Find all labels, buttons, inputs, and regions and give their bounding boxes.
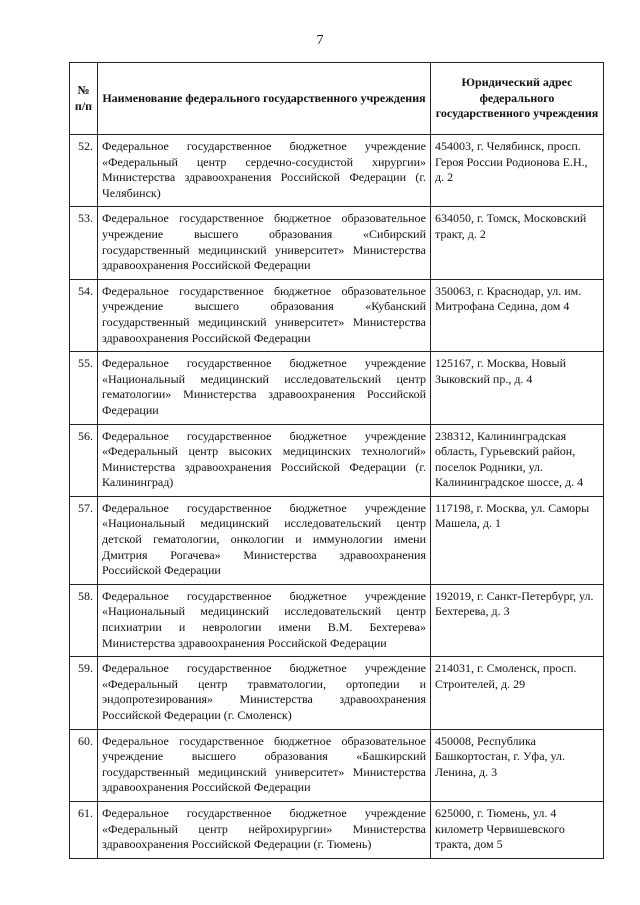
header-legal-address: Юридический адрес федерального государственного учреждения: [431, 63, 604, 135]
table-row: [70, 657, 604, 729]
row-number: 59.: [70, 657, 98, 729]
row-number: 57.: [70, 496, 98, 584]
legal-address: 625000, г. Тюмень, ул. 4 километр Червишевского тракта, дом 5: [431, 801, 604, 858]
institution-name: Федеральное государственное бюджетное учреждение «Федеральный центр нейрохирургии» Министерства здравоохранения Российской Федерации (г. Тюмень): [98, 801, 431, 858]
row-number: 52.: [70, 135, 98, 207]
header-institution-name: Наименование федерального государственного учреждения: [98, 63, 431, 135]
table-row: [70, 729, 604, 801]
legal-address: 125167, г. Москва, Новый Зыковский пр., д. 4: [431, 352, 604, 424]
row-number: 53.: [70, 207, 98, 279]
institution-name: Федеральное государственное бюджетное учреждение «Национальный медицинский исследовательский центр детской гематологии, онкологии и иммунологии имени Дмитрия Рогачева» Министерства здравоохранения Российской Федерации: [98, 496, 431, 584]
row-number: 55.: [70, 352, 98, 424]
row-number: 54.: [70, 279, 98, 351]
legal-address: 454003, г. Челябинск, просп. Героя России Родионова Е.Н., д. 2: [431, 135, 604, 207]
institution-name: Федеральное государственное бюджетное учреждение «Федеральный центр травматологии, ортопедии и эндопротезирования» Министерства здравоохранения Российской Федерации (г. Смоленск): [98, 657, 431, 729]
legal-address: 192019, г. Санкт-Петербург, ул. Бехтерева, д. 3: [431, 584, 604, 656]
table-row: [70, 424, 604, 496]
institutions-table: [69, 62, 604, 859]
legal-address: 634050, г. Томск, Московский тракт, д. 2: [431, 207, 604, 279]
institution-name: Федеральное государственное бюджетное учреждение «Федеральный центр высоких медицинских технологий» Министерства здравоохранения Российской Федерации (г. Калининград): [98, 424, 431, 496]
table-row: [70, 352, 604, 424]
legal-address: 450008, Республика Башкортостан, г. Уфа, ул. Ленина, д. 3: [431, 729, 604, 801]
institution-name: Федеральное государственное бюджетное образовательное учреждение высшего образования «Кубанский государственный медицинский университет» Министерства здравоохранения Российской Федерации: [98, 279, 431, 351]
row-number: 60.: [70, 729, 98, 801]
institution-name: Федеральное государственное бюджетное учреждение «Национальный медицинский исследовательский центр психиатрии и неврологии имени В.М. Бехтерева» Министерства здравоохранения Российской Федерации: [98, 584, 431, 656]
institution-name: Федеральное государственное бюджетное образовательное учреждение высшего образования «Сибирский государственный медицинский университет» Министерства здравоохранения Российской Федерации: [98, 207, 431, 279]
table-row: [70, 584, 604, 656]
table-row: [70, 207, 604, 279]
legal-address: 238312, Калининградская область, Гурьевский район, поселок Родники, ул. Калининградское шоссе, д. 4: [431, 424, 604, 496]
row-number: 58.: [70, 584, 98, 656]
institution-name: Федеральное государственное бюджетное образовательное учреждение высшего образования «Башкирский государственный медицинский университет» Министерства здравоохранения Российской Федерации: [98, 729, 431, 801]
table-row: [70, 279, 604, 351]
legal-address: 117198, г. Москва, ул. Саморы Машела, д. 1: [431, 496, 604, 584]
legal-address: 350063, г. Краснодар, ул. им. Митрофана Седина, дом 4: [431, 279, 604, 351]
row-number: 61.: [70, 801, 98, 858]
table-row: [70, 496, 604, 584]
legal-address: 214031, г. Смоленск, просп. Строителей, д. 29: [431, 657, 604, 729]
institution-name: Федеральное государственное бюджетное учреждение «Федеральный центр сердечно-сосудистой хирургии» Министерства здравоохранения Российской Федерации (г. Челябинск): [98, 135, 431, 207]
row-number: 56.: [70, 424, 98, 496]
institution-name: Федеральное государственное бюджетное учреждение «Национальный медицинский исследовательский центр гематологии» Министерства здравоохранения Российской Федерации: [98, 352, 431, 424]
table-row: [70, 135, 604, 207]
table-header-row: [70, 63, 604, 135]
table-row: [70, 801, 604, 858]
header-number: № п/п: [70, 63, 98, 135]
page-number: 7: [316, 33, 324, 48]
